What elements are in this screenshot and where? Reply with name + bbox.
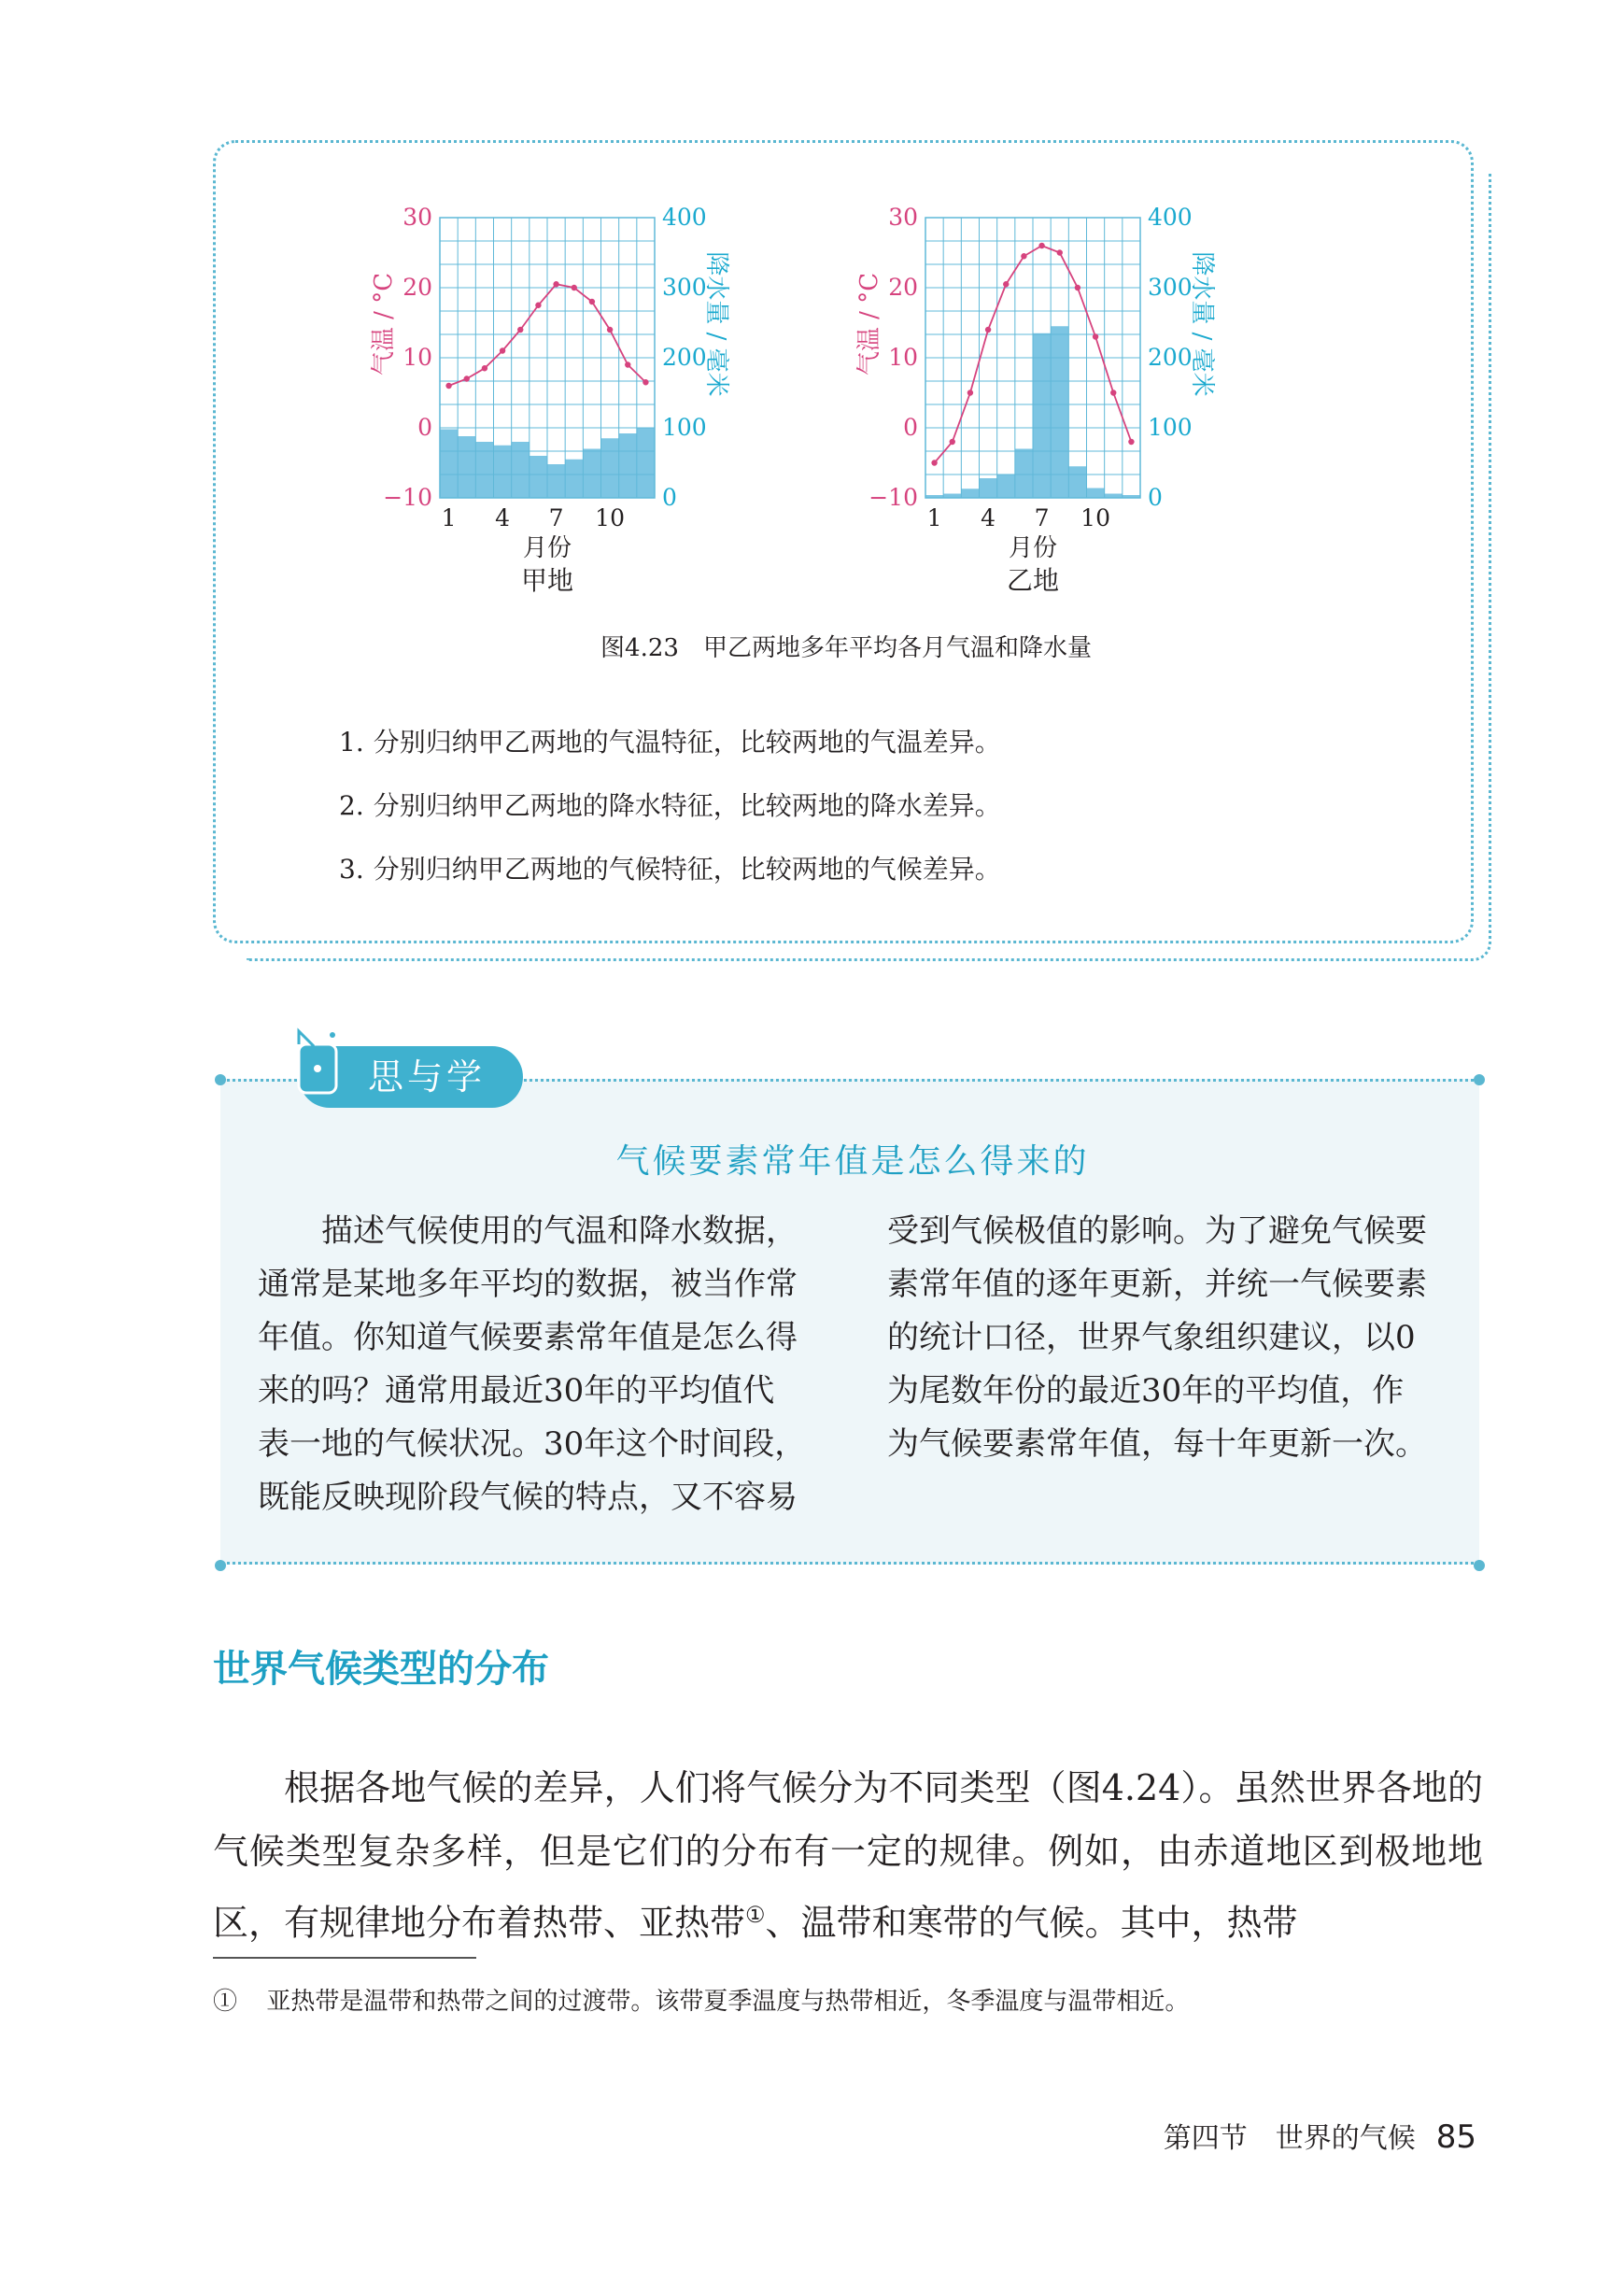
y-left-tick: 30 [888,204,918,231]
y-left-tick: −10 [868,484,918,511]
temperature-point [1021,253,1026,259]
temperature-point [1003,281,1009,287]
x-axis-label: 月份 [522,534,572,562]
page-footer [1164,2115,1476,2156]
dot-decoration [215,1074,226,1085]
temperature-point [553,281,558,287]
precip-bar [943,494,961,499]
precip-bar [1123,495,1140,498]
temperature-point [1075,285,1080,290]
precip-bar [530,456,547,498]
y-right-tick: 200 [662,344,707,371]
dot-decoration [215,1560,226,1571]
temperature-point [589,299,595,305]
x-tick: 1 [926,504,942,531]
question-3: 3. 分别归纳甲乙两地的气候特征，比较两地的气候差异。 [339,854,1001,885]
precip-bar [619,433,637,498]
y-left-label: 气温 / °C [370,272,398,376]
section-heading: 世界气候类型的分布 [213,1648,549,1691]
y-left-tick: 20 [888,274,918,301]
y-right-tick: 100 [662,414,707,441]
precip-bar [547,464,565,498]
y-left-tick: 30 [402,204,432,231]
temperature-point [1038,243,1044,248]
footer-section: 第四节 世界的气候 [1163,2122,1416,2155]
page-number: 85 [1435,2118,1476,2156]
y-right-tick: 300 [662,274,707,301]
think-tag: 思与学 [299,1046,523,1108]
precip-bar [1087,489,1105,499]
precip-bar [601,438,619,498]
chart-title: 乙地 [1006,565,1060,596]
y-right-tick: 400 [1148,204,1193,231]
think-right-column: 受到气候极值的影响。为了避免气候要 素常年值的逐年更新，并统一气候要素 的统计口径，世界气象组织建议，以0 为尾数年份的最近30年的平均值，作 为气候要素常年值，每十年更新一次。 [887,1212,1427,1463]
precip-bar [494,446,512,498]
precip-bar [1015,449,1033,499]
y-left-tick: 0 [903,414,918,441]
dot-decoration [1474,1560,1485,1571]
temperature-point [517,327,523,333]
precip-bar [565,460,583,498]
footnote: ① 亚热带是温带和热带之间的过渡带。该带夏季温度与热带相近，冬季温度与温带相近。 [213,1988,1190,2016]
book-icon [295,1027,353,1102]
x-tick: 7 [548,504,564,531]
precip-bar [637,428,655,498]
chart-jia [365,199,730,596]
x-tick: 4 [981,504,996,531]
y-right-label: 降水量 / 毫米 [1188,251,1216,397]
question-2: 2. 分别归纳甲乙两地的降水特征，比较两地的降水差异。 [339,790,1001,821]
body-paragraph: 根据各地气候的差异，人们将气候分为不同类型（图4.24）。虽然世界各地的气候类型复杂多样，但是它们的分布有一定的规律。例如，由赤道地区到极地地区，有规律地分布着热带、亚热带①、温带和寒带的气候。其中，热带 [213,1767,1483,1944]
precip-bar [980,478,997,498]
precip-bar [1033,333,1051,498]
chart-title: 甲地 [520,565,574,596]
footnote-ref: ① [745,1902,766,1928]
plot-frame [925,218,1140,498]
y-right-tick: 100 [1148,414,1193,441]
precip-bar [1068,466,1086,498]
temperature-point [967,390,973,395]
precip-bar [440,430,458,499]
think-left-column: 描述气候使用的气温和降水数据， 通常是某地多年平均的数据，被当作常 年值。你知道气候要素常年值是怎么得 来的吗？通常用最近30年的平均值代 表一地的气候状况。30年这个时间段， 既能反映现阶段气候的特点，又不容易 [258,1212,807,1516]
temperature-point [1110,390,1116,395]
y-right-label: 降水量 / 毫米 [702,251,730,397]
y-right-tick: 0 [1148,484,1163,511]
x-tick: 10 [1080,504,1110,531]
temperature-point [985,327,991,333]
precip-bar [583,449,600,499]
y-right-tick: 300 [1148,274,1193,301]
temperature-line [935,246,1132,463]
y-left-tick: 10 [402,344,432,371]
temperature-point [1128,439,1134,445]
precip-bar [1105,494,1123,499]
y-left-tick: −10 [383,484,432,511]
precip-bar [925,495,943,498]
question-1: 1. 分别归纳甲乙两地的气温特征，比较两地的气温差异。 [339,727,1001,758]
footnote-rule [213,1957,476,1959]
temperature-point [1093,333,1098,339]
x-tick: 7 [1034,504,1050,531]
figure-caption: 图4.23 甲乙两地多年平均各月气温和降水量 [600,634,1092,662]
think-title: 气候要素常年值是怎么得来的 [586,1135,1119,1191]
precip-bar [458,436,475,498]
dot-decoration [1474,1074,1485,1085]
y-left-tick: 20 [402,274,432,301]
y-left-label: 气温 / °C [855,272,883,376]
plot-frame [440,218,655,498]
y-right-tick: 200 [1148,344,1193,371]
temperature-point [643,379,648,385]
precip-bar [512,442,530,498]
temperature-point [625,361,630,367]
temperature-point [931,460,937,465]
x-tick: 1 [441,504,457,531]
chart-yi [851,199,1216,596]
precip-bar [475,442,493,498]
y-left-tick: 0 [417,414,432,441]
y-right-tick: 400 [662,204,707,231]
temperature-point [950,439,955,445]
x-axis-label: 月份 [1008,534,1058,562]
precip-bar [997,475,1015,498]
y-left-tick: 10 [888,344,918,371]
y-right-tick: 0 [662,484,677,511]
activity-box [213,140,1474,943]
temperature-line [449,284,646,386]
x-tick: 10 [595,504,625,531]
temperature-point [482,365,487,371]
temperature-point [1057,249,1063,255]
precip-bar [1051,326,1068,498]
temperature-point [464,375,470,381]
temperature-point [500,347,505,353]
x-tick: 4 [495,504,511,531]
temperature-point [607,327,613,333]
temperature-point [445,383,451,389]
temperature-point [535,303,541,308]
temperature-point [572,285,577,290]
precip-bar [961,489,979,498]
